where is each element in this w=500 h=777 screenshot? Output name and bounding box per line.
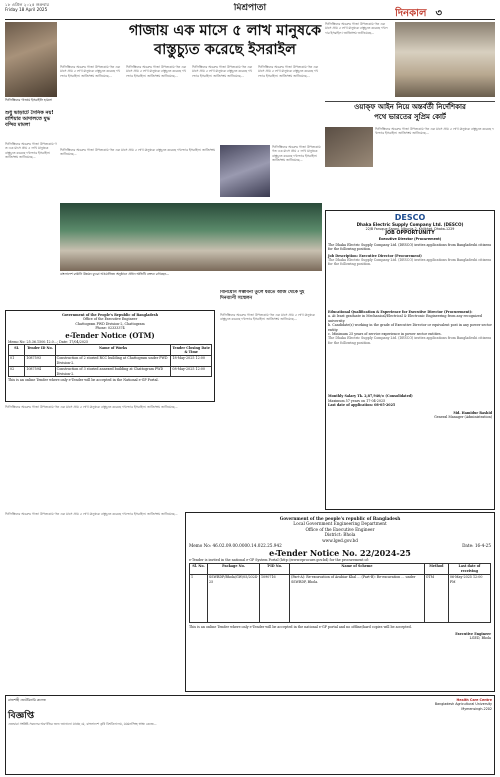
left-sub-headline: শুধু ভাড়াটে সৈনিক নয়! রাশিয়ার আদালতে যুদ্ধ বন্দির মামলা (5, 110, 54, 128)
page-number: ৩ (435, 8, 443, 19)
table-cell: Construction of 2 storied RCC building at Chattogram under PWD Division-2. (55, 355, 171, 366)
table-row (9, 366, 212, 377)
mid-news-body (220, 313, 320, 493)
desco-subtitle: Executive Director (Procurement) (378, 237, 442, 242)
header-date-en: Friday 18 April 2025 (5, 7, 48, 13)
waqf-headline (325, 101, 495, 125)
mid-left-body (60, 148, 215, 198)
notice-box (5, 695, 495, 775)
table-header-closing: Tender Closing Date & Time (172, 345, 210, 354)
logo-text: দিনকাল (395, 8, 427, 19)
table-header-tid: Tender ID No. (25, 345, 55, 356)
table-header-works: Name of Works (55, 345, 171, 356)
desco-ad (325, 210, 495, 510)
tender-right-dept: Local Government Engineering Department (293, 521, 387, 527)
table-cell: 1087594 (25, 366, 55, 377)
table-cell: 1090716 (259, 574, 289, 622)
lead-body-col3 (192, 65, 254, 145)
desco-age: Maximum 57 years on 17-04-2025 (328, 398, 386, 403)
tender-left-memo: Memo No: 25.36.1500.12.0...; Date: 17/04/2025 (8, 339, 89, 344)
desco-logo: DESCO (394, 213, 426, 222)
table-header-row (9, 345, 212, 356)
notice-header-row (8, 698, 492, 711)
lead-body-col4 (258, 65, 320, 145)
desco-section-heading: Job Description: Executive Director (Procurement) (328, 253, 422, 258)
desco-intro: The Dhaka Electric Supply Company Ltd. (DESCO) invites applications from Bangladeshi citizens for the following position. (328, 242, 492, 252)
lead-body-text-1: ফিলিস্তিনের অবরুদ্ধ গাজা উপত্যকায় গত এক মাসে প্রায় ৫ লাখ মানুষকে বাস্তুচ্যুত করেছে দখলদার ইসরাইল। জাতিসংঘ জানিয়েছে... (60, 65, 120, 78)
left-bottom-body (5, 512, 180, 692)
table-cell: 02 (9, 366, 25, 377)
mid-left-body-text: ফিলিস্তিনের অবরুদ্ধ গাজা উপত্যকায় গত এক মাসে প্রায় ৫ লাখ মানুষকে বাস্তুচ্যুত করেছে দখলদার ইসরাইল। জাতিসংঘ জানিয়েছে... (60, 148, 215, 157)
table-cell: 06-May-2025 12:00 PM (448, 574, 490, 622)
tender-right-website: www.lged.gov.bd (322, 537, 358, 543)
lead-photo (5, 22, 57, 97)
notice-title: বিজ্ঞপ্তি (8, 711, 35, 722)
crowd-photo (395, 22, 495, 97)
waqf-headline-line2: পথে ভারতের সুপ্রিম কোর্ট (374, 113, 446, 121)
desco-filler-text-2: The Dhaka Electric Supply Company Ltd. (DESCO) invites applications from Bangladeshi citizens for the following position. (328, 336, 492, 345)
table-cell: OTM (424, 574, 448, 622)
tender-right (185, 512, 495, 692)
left-bottom-text: ফিলিস্তিনের অবরুদ্ধ গাজা উপত্যকায় গত এক মাসে প্রায় ৫ লাখ মানুষকে বাস্তুচ্যুত করেছে দখলদার ইসরাইল। জাতিসংঘ জানিয়েছে... (5, 512, 178, 516)
header-section: মিশ্রপাতা (233, 3, 267, 13)
lead-body-col1 (60, 65, 122, 145)
table-row (190, 574, 491, 622)
table-cell: 1 (190, 574, 208, 622)
right-column-snippet: ফিলিস্তিনের অবরুদ্ধ গাজা উপত্যকায় গত এক মাসে প্রায় ৫ লাখ মানুষকে বাস্তুচ্যুত করেছে দখলদার ইসরাইল। জাতিসংঘ জানিয়েছে... (325, 22, 388, 35)
waqf-headline-line1: ওয়াক্ফ আইন নিয়ে অন্তর্বর্তী নির্দেশিকার (354, 103, 466, 111)
lead-headline-line2: বাস্তুচ্যুত করেছে ইসরাইল (154, 42, 296, 58)
lead-photo-caption: ফিলিস্তিনের গাজায় ইসরাইলি হামলা (5, 98, 52, 102)
tender-right-footer: This is an online Tender where only e-Tender will be accepted in the national e-GP portal and no offline/hard copies will be accepted. (189, 624, 412, 629)
table-header-sl: SL (9, 345, 25, 356)
tender-right-table (189, 563, 491, 623)
tender-left-office: Office of the Executive Engineer (82, 317, 138, 322)
lead-body-text-4: ফিলিস্তিনের অবরুদ্ধ গাজা উপত্যকায় গত এক মাসে প্রায় ৫ লাখ মানুষকে বাস্তুচ্যুত করেছে দখলদার ইসরাইল। জাতিসংঘ জানিয়েছে... (258, 65, 318, 78)
mid-news-headline: বিনিয়োগ সম্ভাবনা তুলে ধরতে আজ থেকে দুই দিনব্যাপী সম্মেলন (220, 290, 305, 301)
desco-signatory-name: Md. Hamidur Rashid (453, 410, 492, 415)
mid-photo (220, 145, 270, 197)
table-cell: 18-May-2025 12:00 (171, 355, 212, 366)
table-cell: Construction of 3 storied annexed building at Chattogram PWD Division-2. (55, 366, 171, 377)
desco-signatory-title: General Manager (Administration) (434, 415, 492, 420)
notice-body: এতদ্বারা সংশ্লিষ্ট সকলের অবগতির জন্য জানানো যাচ্ছে যে, বাংলাদেশ কৃষি বিশ্ববিদ্যালয়, ময়মনসিংহ স্বাস্থ্য কেন্দ্রে... (8, 722, 157, 727)
tender-right-district: District: Bhola (324, 532, 356, 538)
notice-org-right-block (435, 698, 492, 711)
mid-body (272, 145, 322, 200)
event-caption: বাংলাদেশ রপ্তানি উন্নয়ন ব্যুরো আয়োজিত অনুষ্ঠানে প্রধান অতিথি বক্তব্য রাখছেন... (60, 272, 170, 276)
waqf-photo (325, 127, 373, 167)
notice-org-right: Health Care Centre (456, 698, 492, 702)
tender-left-table (8, 344, 212, 377)
mid-news-text: ফিলিস্তিনের অবরুদ্ধ গাজা উপত্যকায় গত এক মাসে প্রায় ৫ লাখ মানুষকে বাস্তুচ্যুত করেছে দখলদার ইসরাইল। জাতিসংঘ জানিয়েছে... (220, 313, 315, 322)
lead-body-text-2: ফিলিস্তিনের অবরুদ্ধ গাজা উপত্যকায় গত এক মাসে প্রায় ৫ লাখ মানুষকে বাস্তুচ্যুত করেছে দখলদার ইসরাইল। জাতিসংঘ জানিয়েছে... (126, 65, 186, 78)
tender-right-title: e-Tender Notice No. 22/2024-25 (269, 548, 411, 559)
desco-deadline: Last date of application: 08-05-2025 (328, 403, 396, 408)
waqf-body-text: ফিলিস্তিনের অবরুদ্ধ গাজা উপত্যকায় গত এক মাসে প্রায় ৫ লাখ মানুষকে বাস্তুচ্যুত করেছে দখলদার ইসরাইল। জাতিসংঘ জানিয়েছে... (375, 127, 494, 136)
desco-req-2: b. Candidate(s) working in the grade of Executive Director or equivalent post in any power sector entity. (328, 323, 492, 332)
desco-filler-2 (328, 336, 492, 394)
desco-filler (328, 258, 492, 310)
table-header-method: Method (424, 563, 448, 574)
table-header-row (190, 563, 491, 574)
tender-left-title: e-Tender Notice (OTM) (65, 330, 155, 340)
table-cell: 1087593 (25, 355, 55, 366)
lead-body-col2 (126, 65, 188, 145)
desco-requirements-heading: Educational Qualification & Experience for Executive Director (Procurement): (328, 310, 473, 315)
header-date-bn: ১৮ এপ্রিল ২০২৫ শুক্রবার (5, 2, 49, 7)
tender-left-circle: Chattogram PWD Division-2, Chattogram (75, 321, 145, 326)
tender-right-signatory: Executive Engineer (455, 632, 491, 637)
left-lower-text: ফিলিস্তিনের অবরুদ্ধ গাজা উপত্যকায় গত এক মাসে প্রায় ৫ লাখ মানুষকে বাস্তুচ্যুত করেছে দখলদার ইসরাইল। জাতিসংঘ জানিয়েছে... (5, 405, 178, 409)
mid-body-text: ফিলিস্তিনের অবরুদ্ধ গাজা উপত্যকায় গত এক মাসে প্রায় ৫ লাখ মানুষকে বাস্তুচ্যুত করেছে দখলদার ইসরাইল। জাতিসংঘ জানিয়েছে... (272, 145, 321, 163)
desco-address: 22/B Faruque Sarani, Nikunja-2, Khilkhet, Dhaka-1229 (365, 227, 455, 231)
notice-org-right-sub2: Mymensingh-2202 (461, 706, 492, 711)
table-row (9, 355, 212, 366)
tender-right-office: Office of the Executive Engineer (305, 526, 375, 532)
left-lower-body (5, 405, 215, 495)
tender-left (5, 310, 215, 402)
notice-org-left: রাজশাহী ভেটেরিনারি কলেজ (8, 698, 46, 702)
tender-left-footer: This is an online Tender where only e-Tender will be accepted in the National e-GP Portal. (8, 378, 159, 383)
waqf-body (375, 127, 495, 207)
desco-salary: Monthly Salary Tk. 2,87,940/= (Consolidated) (328, 394, 413, 399)
header-left (5, 2, 125, 16)
desco-title: JOB OPPORTUNITY (385, 231, 435, 237)
table-header-last-date: Last date of receiving (448, 563, 490, 574)
tender-right-intro: e-Tender is invited in the national e-GP System Portal (http://www.eprocure.gov.bd) for the procurement of: (189, 558, 369, 563)
table-header-scheme: Name of Scheme (290, 563, 425, 574)
table-header-tid: T-ID No. (259, 563, 289, 574)
tender-right-gov: Government of the people's republic of Bangladesh (279, 516, 401, 521)
header-rule (5, 19, 495, 20)
left-column-text (5, 142, 57, 307)
lead-body-text-3: ফিলিস্তিনের অবরুদ্ধ গাজা উপত্যকায় গত এক মাসে প্রায় ৫ লাখ মানুষকে বাস্তুচ্যুত করেছে দখলদার ইসরাইল। জাতিসংঘ জানিয়েছে... (192, 65, 252, 78)
tender-left-gov: Government of the People's Republic of Bangladesh (61, 313, 159, 317)
tender-right-date: Date: 16-4-25 (462, 543, 491, 549)
tender-right-memo: Memo No: 46.02.09.00.0000.14.022.25.942 (189, 543, 282, 549)
table-cell: SSWRDP/Bhola/GW/05/2024-25 (208, 574, 260, 622)
notice-org-right-sub: Bangladesh Agricultural University (434, 702, 492, 707)
table-cell: (Part-A): Re-excavation of Arabiar Khal ... (Part-B): Re-excavation ... under SSWRDP, Bhola. (290, 574, 425, 622)
table-cell: 01 (9, 355, 25, 366)
desco-company: Dhaka Electric Supply Company Ltd. (DESCO) (356, 222, 464, 227)
table-cell: 08-May-2025 12:00 (171, 366, 212, 377)
left-column-snippet: ফিলিস্তিনের অবরুদ্ধ গাজা উপত্যকায় গত এক মাসে প্রায় ৫ লাখ মানুষকে বাস্তুচ্যুত করেছে দখলদার ইসরাইল। জাতিসংঘ জানিয়েছে... (5, 142, 57, 160)
table-header-sl: Sl. No. (190, 563, 208, 574)
table-header-package: Package No. (208, 563, 260, 574)
desco-req-3: c. Minimum 25 years of service experience in power sector entities. (328, 332, 442, 337)
lead-headline-line1: গাজায় এক মাসে ৫ লাখ মানুষকে (128, 23, 322, 39)
event-photo (60, 203, 322, 271)
desco-req-1: a. At least graduate in Mechanical/Electrical & Electronic Engineering from any recognized university. (328, 314, 482, 323)
header-logo (395, 1, 485, 19)
desco-filler-text: The Dhaka Electric Supply Company Ltd. (DESCO) invites applications from Bangladeshi citizens for the following position. (328, 258, 492, 267)
tender-right-signatory-office: LGED, Bhola (469, 636, 491, 641)
tender-left-phone: Phone: 02333374 (95, 326, 125, 331)
